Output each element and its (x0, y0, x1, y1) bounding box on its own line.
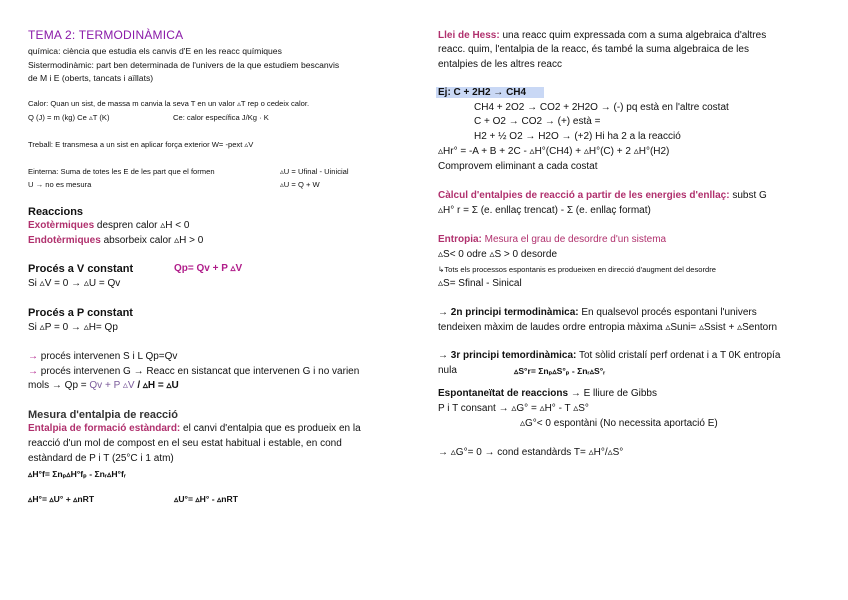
proces-g-qv: Qv + P ▵V (89, 380, 135, 391)
enllac-term: Càlcul d'entalpies de reacció a partir de les energies d'enllaç: (438, 190, 730, 201)
page-title: TEMA 2: TERMODINÀMICA (28, 28, 184, 42)
reaccions-heading: Reaccions (28, 206, 84, 218)
enllac-line (438, 190, 767, 202)
entropia-note: ↳Tots els processos espontanis es produeixen en direcció d'augment del desordre (438, 265, 716, 274)
proces-p-rule: Si ▵P = 0 → ▵H= Qp (28, 322, 118, 333)
entalpia-formacio-line (28, 423, 361, 435)
hess-term: Llei de Hess: (438, 30, 500, 41)
entalpia-internal-equation: ▵H°= ▵U° + ▵nRT (28, 494, 95, 504)
exotermiques-term: Exotèrmiques (28, 220, 95, 231)
exotermiques-line (28, 220, 190, 232)
entropia-desc: Mesura el grau de desordre d'un sistema (481, 234, 667, 245)
mesura-heading: Mesura d'entalpia de reacció (28, 409, 178, 421)
gibbs-equation: P i T consant → ▵G° = ▵H° - T ▵S° (438, 403, 589, 414)
principi-3-nula: nula (438, 365, 457, 376)
calor-specific-heat: Ce: calor específica J/Kg · K (173, 113, 269, 122)
example-step-2: C + O2 → CO2 → (+) està = (474, 116, 601, 127)
entalpia-formacio-3: estàndard de P i T (25°C i 1 atm) (28, 453, 174, 464)
endotermiques-line (28, 235, 203, 247)
example-sum: ▵Hr° = -A + B + 2C - ▵H°(CH4) + ▵H°(C) + 2 ▵H°(H2) (438, 146, 670, 157)
hess-line (438, 30, 766, 42)
example-step-1: CH4 + 2O2 → CO2 + 2H2O → (-) pq està en l'altre costat (474, 102, 729, 113)
proces-g-mols: mols → Qp = (28, 380, 90, 391)
endotermiques-term: Endotèrmiques (28, 235, 101, 246)
gibbs-standard: → ▵G°= 0 → cond estandàrds T= ▵H°/▵S° (438, 447, 624, 458)
proces-v-heading: Procés a V constant (28, 263, 134, 275)
principi-3-desc: Tot sòlid cristalí perf ordenat i a T 0K entropía (576, 350, 781, 361)
entalpia-formacio-desc: el canvi d'entalpia que es produeix en la (180, 423, 361, 434)
enllac-equation: ▵H° r = Σ (e. enllaç trencat) - Σ (e. enllaç format) (438, 205, 651, 216)
exotermiques-desc: despren calor ▵H < 0 (94, 220, 190, 231)
espontaneitat-desc: → E lliure de Gibbs (568, 388, 657, 399)
calor-definition: Calor: Quan un sist, de massa m canvia la seva T en un valor ▵T rep o cedeix calor. (28, 99, 310, 108)
entalpia-formacio-2: reacció d'un mol de compost en el seu estat habitual i estable, en cond (28, 438, 342, 449)
principi-2-line-2: tendeixen màxim de laudes ordre entropia màxima ▵Suni= ▵Ssist + ▵Sentorn (438, 322, 778, 333)
proces-g-text: procés intervenen G → Reacc en sistancat que intervenen G i no varien (38, 366, 360, 377)
gibbs-spontaneous: ▵G°< 0 espontàni (No necessita aportació E) (520, 418, 718, 429)
principi-2-term: → 2n principi termodinàmica: (438, 307, 579, 318)
proces-v-rule: Si ▵V = 0 → ▵U = Qv (28, 278, 121, 289)
example-check: Comprovem eliminant a cada costat (438, 161, 598, 172)
einterna-formula: ▵U = Ufinal - Uinicial (280, 167, 349, 176)
proces-g-line (28, 366, 359, 378)
hess-desc: una reacc quim expressada com a suma algebraica d'altres (499, 30, 767, 41)
hess-2: reacc. quim, l'entalpia de la reacc, és també la suma algebraica de les (438, 44, 749, 55)
proces-g-line-2 (28, 380, 179, 392)
entropia-order: ▵S< 0 odre ▵S > 0 desorde (438, 249, 558, 260)
principi-2-desc: En qualsevol procés espontani l'univers (578, 307, 757, 318)
arrow-icon: → (28, 351, 38, 362)
calor-formula: Q (J) = m (kg) Ce ▵T (K) (28, 113, 110, 122)
entropia-formula: ▵S= Sfinal - Sinical (438, 278, 522, 289)
enllac-desc: subst G (729, 190, 767, 201)
principi-3-equation: ▵S°r= Σnₚ▵S°ₚ - Σnᵣ▵S°ᵣ (514, 366, 606, 376)
proces-p-heading: Procés a P constant (28, 307, 133, 319)
proces-sl-text: procés intervenen S i L Qp=Qv (38, 351, 178, 362)
definition-quimica: química: ciència que estudia els canvis d'E en les reacc químiques (28, 46, 282, 56)
entropia-term: Entropia: (438, 234, 482, 245)
proces-v-equation: Qp= Qv + P ▵V (174, 263, 243, 274)
internal-entalpia-equation: ▵U°= ▵H° - ▵nRT (174, 494, 238, 504)
arrow-icon: → (28, 366, 38, 377)
treball-definition: Treball: E transmesa a un sist en aplicar força exterior W= -pext ▵V (28, 140, 254, 149)
example-step-3: H2 + ½ O2 → H2O → (+2) Hi ha 2 a la reacció (474, 131, 681, 142)
example-highlight: Ej: C + 2H2 → CH4 (436, 87, 544, 98)
definition-sistema-2: de M i E (oberts, tancats i aïllats) (28, 73, 154, 83)
espontaneitat-line (438, 388, 657, 400)
einterna-note: U → no es mesura (28, 180, 92, 189)
entropia-line (438, 234, 666, 246)
endotermiques-desc: absorbeix calor ▵H > 0 (100, 235, 204, 246)
principi-3-line (438, 350, 780, 362)
einterna-definition: Einterna: Suma de totes les E de les part que el formen (28, 167, 215, 176)
proces-sl-line (28, 351, 177, 363)
proces-g-dh: / ▵H = ▵U (134, 380, 179, 391)
entalpia-formacio-term: Entalpia de formació estàndard: (28, 423, 181, 434)
principi-3-term: → 3r principi temordinàmica: (438, 350, 577, 361)
hess-3: entalpies de les altres reacc (438, 59, 562, 70)
entalpia-formacio-equation: ▵H°f= Σnₚ▵H°fₚ - Σnᵣ▵H°fᵣ (28, 469, 127, 479)
principi-2-line (438, 307, 757, 319)
espontaneitat-term: Espontaneïtat de reaccions (438, 388, 569, 399)
definition-sistema-1: Sistermodinàmic: part ben determinada de l'univers de la que estudiem bescanvis (28, 60, 340, 70)
example-heading (438, 87, 544, 99)
einterna-formula-2: ▵U = Q + W (280, 180, 320, 189)
